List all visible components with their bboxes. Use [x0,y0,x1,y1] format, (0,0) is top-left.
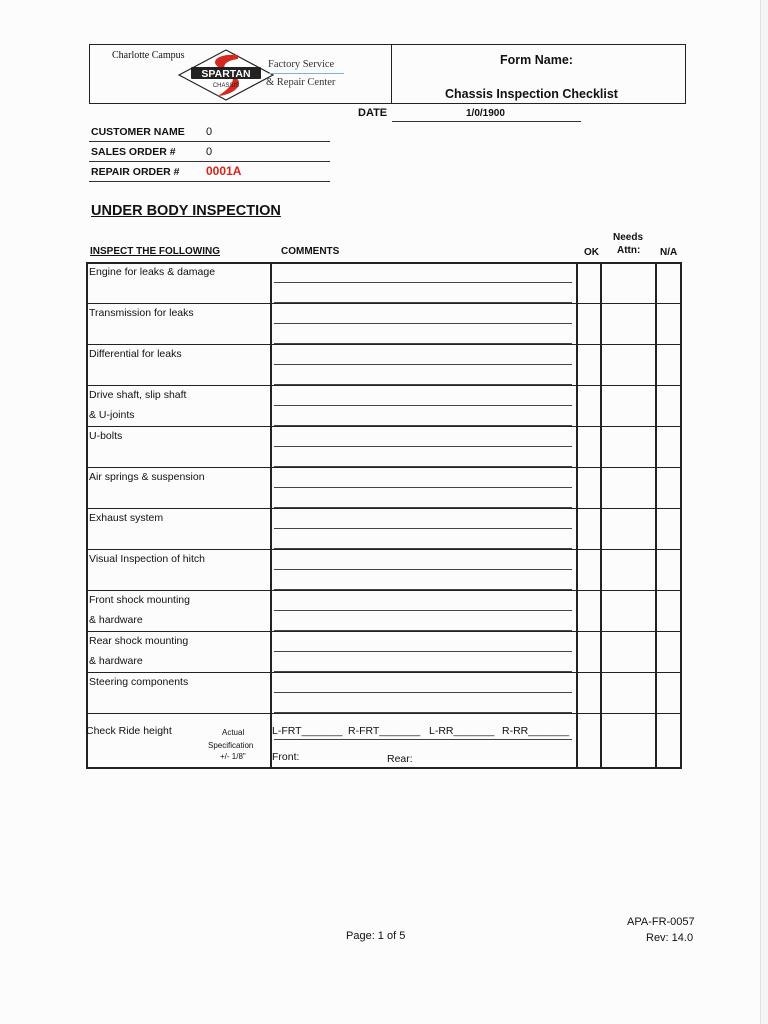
table-row-label-line2: & hardware [89,614,143,626]
sales-order-value: 0 [206,146,213,158]
table-bottom-border [86,767,682,769]
comment-line [274,487,572,488]
inspect-column-header: INSPECT THE FOLLOWING [90,246,220,257]
table-row-label-line2: & U-joints [89,409,135,421]
ride-height-label: Check Ride height [86,725,172,737]
table-row-label: Drive shaft, slip shaft [89,389,187,401]
customer-name-value: 0 [206,126,213,138]
table-row-label: Air springs & suspension [89,471,205,483]
ride-height-lrr: L-RR_______ [429,725,495,737]
table-row-label: Engine for leaks & damage [89,266,216,278]
factory-service-text: Factory Service [268,59,335,70]
ride-height-lfrt: L-FRT_______ [272,725,343,737]
logo-underline [268,73,344,74]
table-row-label: Steering components [89,676,189,688]
form-name-label: Form Name: [500,53,573,67]
ride-height-front: Front: [272,751,300,763]
table-row-border [86,426,682,427]
date-value: 1/0/1900 [466,108,505,119]
table-row-border [86,713,682,714]
table-top-border [86,262,682,264]
form-title: Chassis Inspection Checklist [445,87,618,101]
page-number: Page: 1 of 5 [346,930,406,942]
repair-order-label: REPAIR ORDER # [91,166,180,178]
customer-name-underline [89,141,330,142]
table-row-border [86,672,682,673]
table-row-label: Rear shock mounting [89,635,189,647]
table-row-border [86,631,682,632]
logo-subtext: CHASSIS [212,83,240,89]
comment-line [274,739,572,740]
repair-order-underline [89,181,330,182]
spartan-logo [178,49,274,101]
comments-column-header: COMMENTS [281,246,340,257]
ride-height-rrr: R-RR_______ [502,725,570,737]
campus-name: Charlotte Campus [112,50,185,61]
ok-column-header: OK [584,247,599,258]
table-row-label: Visual Inspection of hitch [89,553,205,565]
table-row-label: Front shock mounting [89,594,190,606]
table-row-label: Differential for leaks [89,348,182,360]
table-row-border [86,303,682,304]
form-header [89,44,686,104]
comment-line [274,323,572,324]
table-row-label-line2: & hardware [89,655,143,667]
table-column-border [600,262,602,768]
repair-center-text: & Repair Center [266,77,336,88]
comment-line [274,364,572,365]
table-column-border [86,262,88,768]
date-label: DATE [358,107,388,119]
table-row-label: U-bolts [89,430,123,442]
comment-line [274,405,572,406]
logo-text: SPARTAN [201,68,251,80]
ride-height-rfrt: R-FRT_______ [348,725,421,737]
table-row-border [86,467,682,468]
table-row-label: Transmission for leaks [89,307,194,319]
ride-height-actual: Actual [222,728,245,737]
needs-column-header-line1: Needs [613,232,644,243]
comment-line [274,446,572,447]
comment-line [274,610,572,611]
sales-order-underline [89,161,330,162]
table-column-border [680,262,682,768]
ride-height-specification: Specification [208,741,254,750]
section-title: UNDER BODY INSPECTION [91,203,281,219]
needs-column-header-line2: Attn: [617,245,641,256]
table-column-border [655,262,657,768]
comment-line [274,528,572,529]
header-divider [391,45,392,103]
comment-line [274,692,572,693]
comment-line [274,569,572,570]
revision: Rev: 14.0 [646,932,694,944]
table-column-border [270,262,272,768]
customer-name-label: CUSTOMER NAME [91,126,185,138]
ride-height-rear: Rear: [387,753,413,765]
table-column-border [576,262,578,768]
table-row-border [86,508,682,509]
comment-line [274,282,572,283]
repair-order-value: 0001A [206,164,242,178]
table-row-border [86,344,682,345]
table-row-label: Exhaust system [89,512,164,524]
sales-order-label: SALES ORDER # [91,146,176,158]
inspection-table [86,262,682,767]
table-row-border [86,549,682,550]
table-row-border [86,385,682,386]
table-row-border [86,590,682,591]
ride-height-tolerance: +/- 1/8" [220,752,246,761]
date-underline [392,121,581,122]
comment-line [274,651,572,652]
doc-code: APA-FR-0057 [627,916,695,928]
na-column-header: N/A [660,247,678,258]
